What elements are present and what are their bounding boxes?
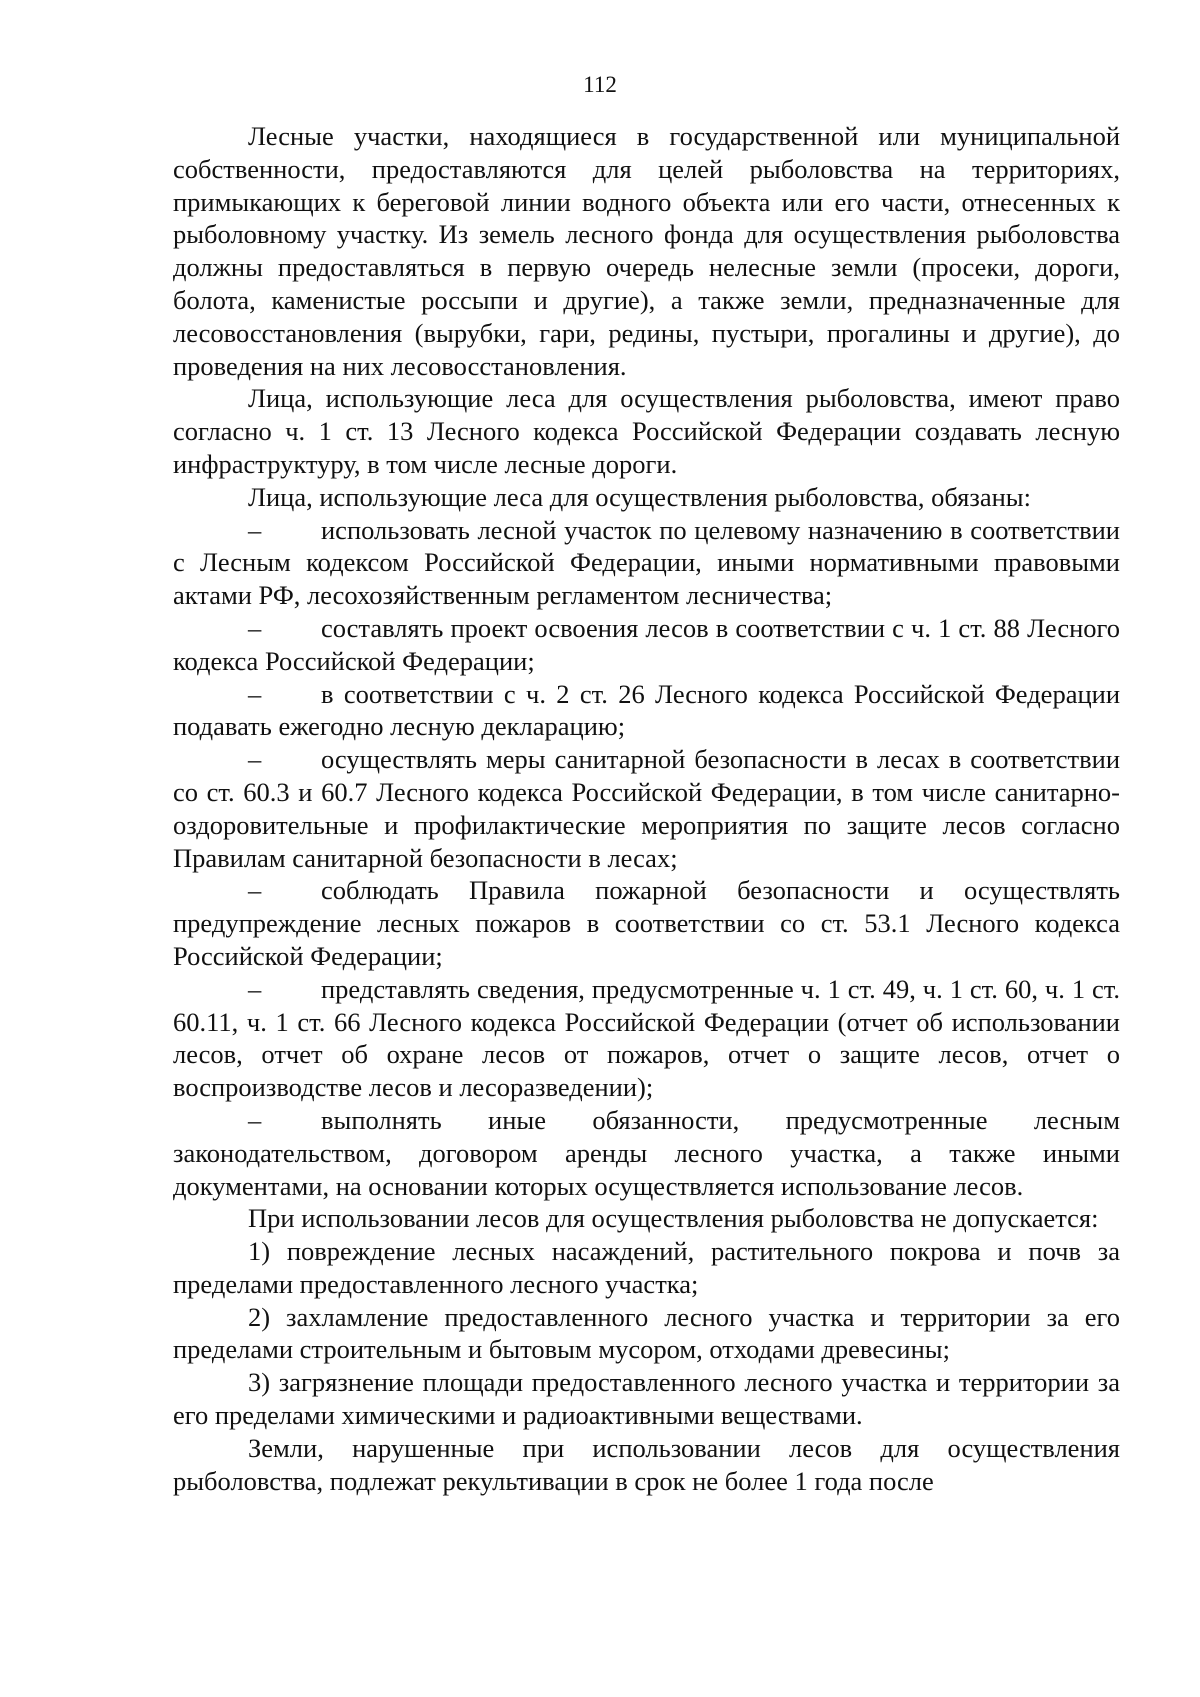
list-item	[173, 743, 1120, 874]
list-item-text: представлять сведения, предусмотренные ч. 1 ст. 49, ч. 1 ст. 60, ч. 1 ст. 60.11, ч. 1 ст. 66 Лесного кодекса Российской Федерации (отчет об использовании лесов, отчет об охране лесов от пожаров, отчет о защите лесов, отчет о воспроизводстве лесов и лесоразведении);	[173, 973, 1120, 1103]
list-item	[173, 678, 1120, 744]
dash-marker: –	[248, 1104, 262, 1135]
numbered-item: 3) загрязнение площади предоставленного лесного участка и территории за его пределами химическими и радиоактивными веществами.	[173, 1367, 1120, 1431]
list-item-text: в соответствии с ч. 2 ст. 26 Лесного кодекса Российской Федерации подавать ежегодно лесную декларацию;	[173, 678, 1120, 742]
dash-marker: –	[248, 612, 262, 643]
dash-marker: –	[248, 973, 262, 1004]
paragraph: При использовании лесов для осуществления рыболовства не допускается:	[248, 1203, 1099, 1234]
numbered-item: 2) захламление предоставленного лесного участка и территории за его пределами строительным и бытовым мусором, отходами древесины;	[173, 1301, 1120, 1365]
list-item-text: использовать лесной участок по целевому назначению в соответствии с Лесным кодексом Российской Федерации, иными нормативными правовыми актами РФ, лесохозяйственным регламентом лесничества;	[173, 514, 1120, 611]
page-number: 112	[583, 72, 617, 97]
list-item-text: осуществлять меры санитарной безопасности в лесах в соответствии со ст. 60.3 и 60.7 Лесного кодекса Российской Федерации, в том числе санитарно-оздоровительные и профилактические мероприятия по защите лесов согласно Правилам санитарной безопасности в лесах;	[173, 744, 1120, 873]
list-item-text: соблюдать Правила пожарной безопасности и осуществлять предупреждение лесных пожаров в соответствии со ст. 53.1 Лесного кодекса Российской Федерации;	[173, 875, 1120, 971]
numbered-item: 1) повреждение лесных насаждений, растительного покрова и почв за пределами предоставленного лесного участка;	[173, 1236, 1120, 1299]
dash-marker: –	[248, 744, 262, 775]
list-item	[173, 874, 1120, 972]
list-item	[173, 514, 1120, 612]
list-item	[173, 612, 1120, 678]
list-item-text: составлять проект освоения лесов в соответствии с ч. 1 ст. 88 Лесного кодекса Российской Федерации;	[173, 612, 1120, 676]
dash-marker: –	[248, 678, 262, 709]
list-item	[173, 1104, 1120, 1202]
dash-marker: –	[248, 514, 262, 545]
list-item-text: выполнять иные обязанности, предусмотренные лесным законодательством, договором аренды лесного участка, а также иными документами, на основании которых осуществляется использование лесов.	[173, 1104, 1120, 1201]
paragraph: Лесные участки, находящиеся в государственной или муниципальной собственности, предоставляются для целей рыболовства на территориях, примыкающих к береговой линии водного объекта или его части, отнесенных к рыболовному участку. Из земель лесного фонда для осуществления рыболовства должны предоставляться в первую очередь нелесные земли (просеки, дороги, болота, каменистые россыпи и другие), а также земли, предназначенные для лесовосстановления (вырубки, гари, редины, пустыри, прогалины и другие), до проведения на них лесовосстановления.	[173, 121, 1120, 381]
paragraph: Лица, использующие леса для осуществления рыболовства, обязаны:	[248, 481, 1031, 512]
dash-marker: –	[248, 875, 262, 906]
paragraph: Лица, использующие леса для осуществления рыболовства, имеют право согласно ч. 1 ст. 13 Лесного кодекса Российской Федерации создавать лесную инфраструктуру, в том числе лесные дороги.	[173, 383, 1120, 479]
body-text	[173, 120, 1120, 1497]
paragraph: Земли, нарушенные при использовании лесов для осуществления рыболовства, подлежат рекультивации в срок не более 1 года после	[173, 1432, 1120, 1496]
list-item	[173, 973, 1120, 1104]
